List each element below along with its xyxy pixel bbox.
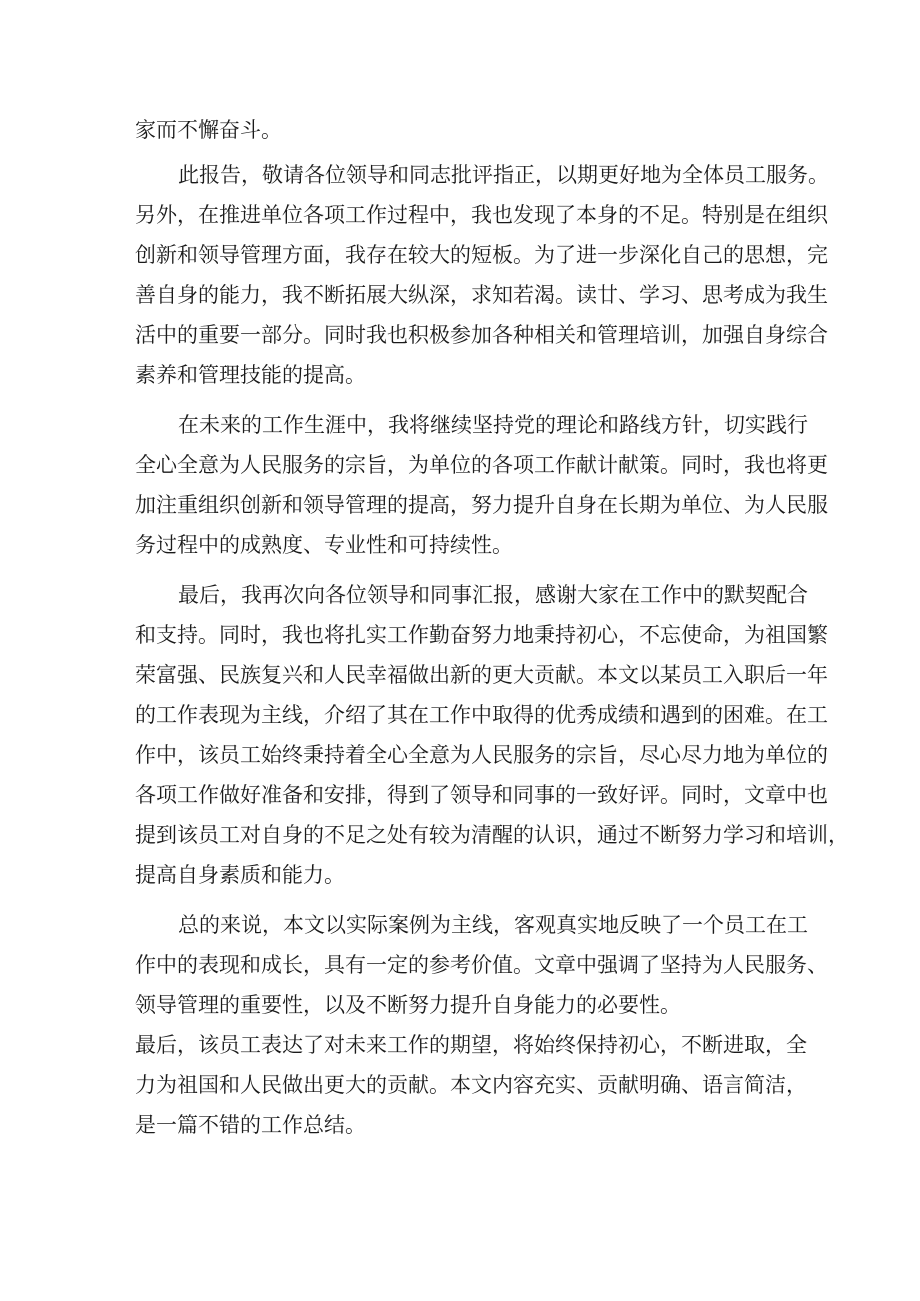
text-line: 力为祖国和人民做出更大的贡献。本文内容充实、贡献明确、语言简洁， (135, 1073, 807, 1097)
text-line: 在未来的工作生涯中，我将继续坚持党的理论和路线方针，切实践行 (178, 413, 808, 437)
text-line: 加注重组织创新和领导管理的提高，努力提升自身在长期为单位、为人民服 (135, 493, 828, 517)
text-line: 务过程中的成熟度、专业性和可持续性。 (135, 533, 513, 557)
text-line: 善自身的能力，我不断拓展大纵深，求知若渴。读廿、学习、思考成为我生 (135, 283, 828, 307)
text-line: 创新和领导管理方面，我存在较大的短板。为了进一步深化自己的思想，完 (135, 243, 828, 267)
text-line: 活中的重要一部分。同时我也积极参加各种相关和管理培训，加强自身综合 (135, 323, 828, 347)
text-line: 荣富强、民族复兴和人民幸福做出新的更大贡献。本文以某员工入职后一年 (135, 663, 828, 687)
text-line: 总的来说，本文以实际案例为主线，客观真实地反映了一个员工在工 (178, 913, 808, 937)
text-line: 最后，该员工表达了对未来工作的期望，将始终保持初心，不断进取，全 (135, 1033, 807, 1057)
text-line: 的工作表现为主线，介绍了其在工作中取得的优秀成绩和遇到的困难。在工 (135, 703, 828, 727)
text-line: 领导管理的重要性，以及不断努力提升自身能力的必要性。 (135, 993, 681, 1017)
text-line: 各项工作做好准备和安排，得到了领导和同事的一致好评。同时，文章中也 (135, 783, 828, 807)
text-line: 提到该员工对自身的不足之处有较为清醒的认识，通过不断努力学习和培训， (135, 823, 849, 847)
text-line: 提高自身素质和能力。 (135, 863, 345, 887)
text-line: 另外，在推进单位各项工作过程中，我也发现了本身的不足。特别是在组织 (135, 203, 828, 227)
text-line: 最后，我再次向各位领导和同事汇报，感谢大家在工作中的默契配合 (178, 583, 808, 607)
text-line: 此报告，敬请各位领导和同志批评指正，以期更好地为全体员工服务。 (178, 163, 829, 187)
text-line: 是一篇不错的工作总结。 (135, 1113, 366, 1137)
text-line: 作中，该员工始终秉持着全心全意为人民服务的宗旨，尽心尽力地为单位的 (135, 743, 828, 767)
text-line: 和支持。同时，我也将扎实工作勤奋努力地秉持初心，不忘使命，为祖国繁 (135, 623, 828, 647)
text-line: 作中的表现和成长，具有一定的参考价值。文章中强调了坚持为人民服务、 (135, 953, 828, 977)
text-line: 全心全意为人民服务的宗旨，为单位的各项工作献计献策。同时，我也将更 (135, 453, 828, 477)
text-line: 素养和管理技能的提高。 (135, 363, 366, 387)
text-line: 家而不懈奋斗。 (135, 118, 282, 142)
